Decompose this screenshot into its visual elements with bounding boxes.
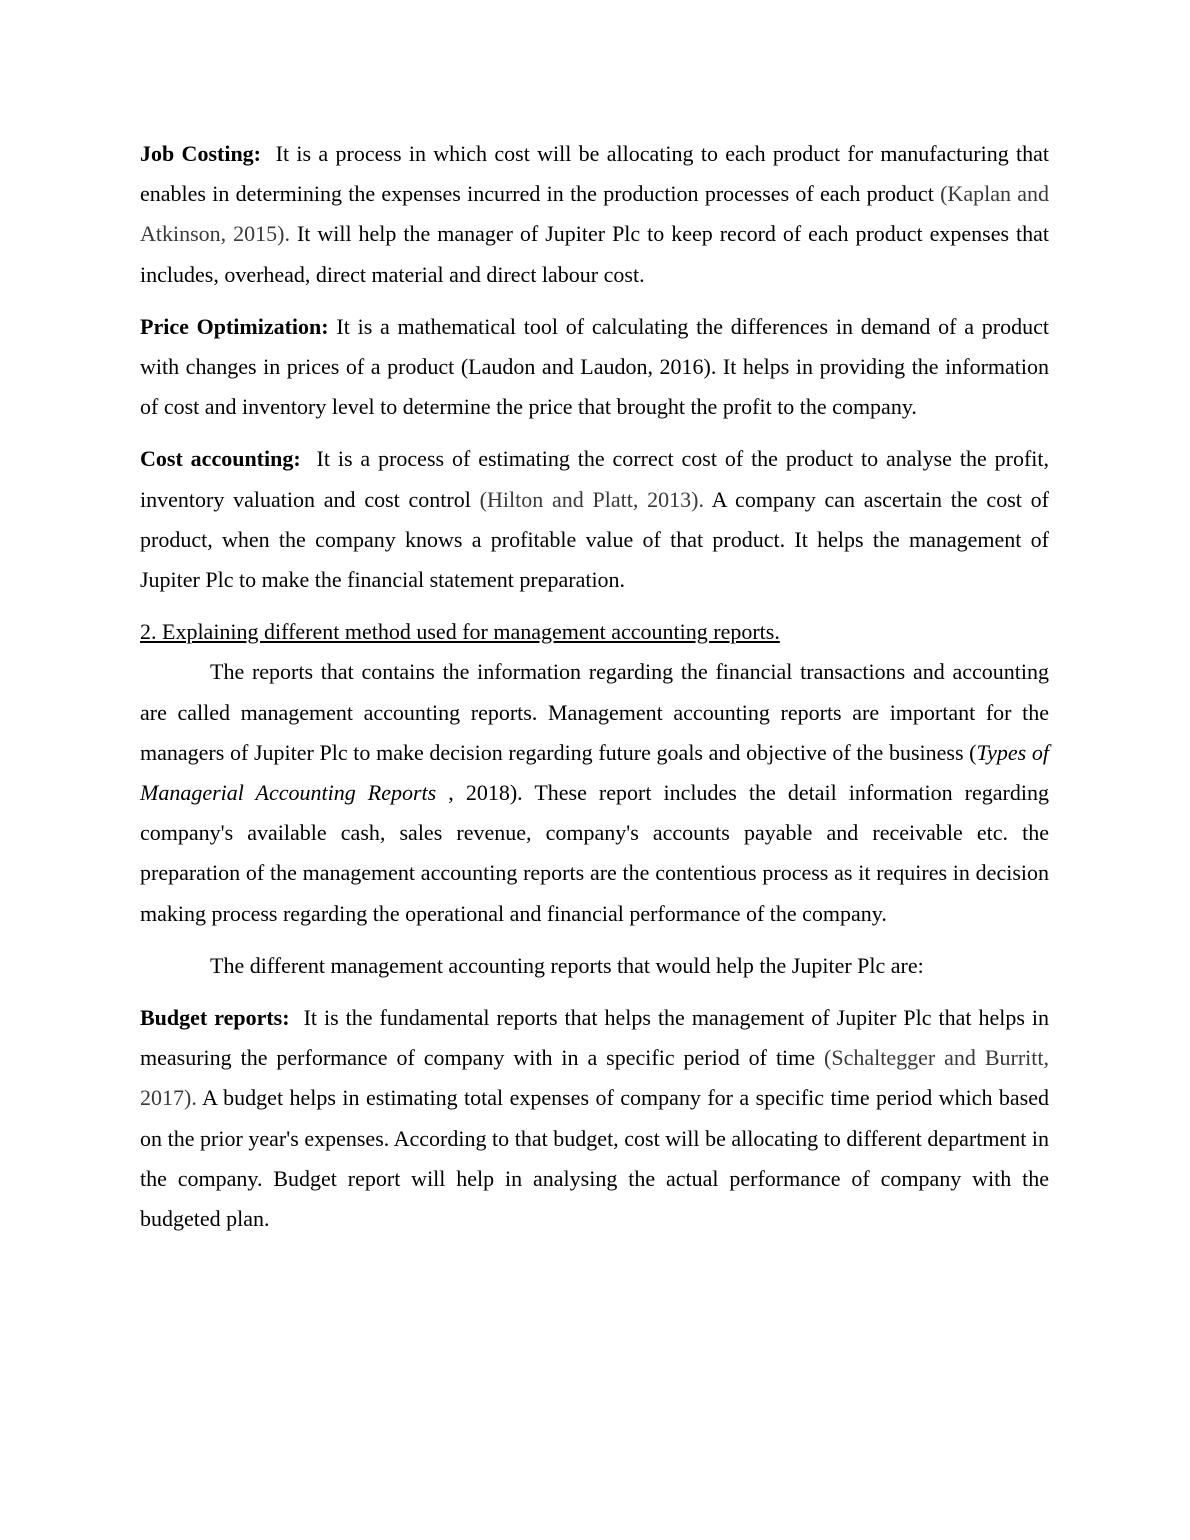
- job-costing-term: Job Costing:: [140, 141, 262, 166]
- section-heading: 2. Explaining different method used for management accounting reports.: [140, 619, 780, 645]
- price-optimization-paragraph: [140, 307, 1049, 428]
- cost-accounting-term: Cost accounting:: [140, 446, 301, 472]
- cost-accounting-paragraph: [140, 439, 1049, 600]
- job-costing-text-2: It will help the manager of Jupiter Plc to keep record of each product expenses that includes, overhead, direct material and direct labour cost.: [140, 221, 1049, 287]
- cost-accounting-citation: (Hilton and Platt, 2013).: [479, 486, 705, 512]
- budget-reports-term: Budget reports:: [140, 1005, 290, 1031]
- reports-intro-text-2: , 2018). These report includes the detail information regarding company's available cash, sales revenue, company's accounts payable and receivable etc. the preparation of the management accounting reports are the contentious process as it requires in decision making process regarding the operational and financial performance of the company.: [140, 780, 1049, 926]
- job-costing-paragraph: [140, 134, 1049, 295]
- job-costing-citation: (Kaplan and Atkinson, 2015).: [140, 181, 1050, 247]
- cost-accounting-text-1: It is a process of estimating the correct cost of the product to analyse the profit, inventory valuation and cost control: [140, 446, 1050, 512]
- budget-reports-citation: (Schaltegger and Burritt, 2017).: [140, 1045, 1050, 1111]
- reports-intro-paragraph: [140, 652, 1049, 933]
- price-optimization-term: Price Optimization:: [140, 313, 329, 339]
- price-optimization-text: It is a mathematical tool of calculating the differences in demand of a product with changes in prices of a product (Laudon and Laudon, 2016). It helps in providing the information of cost and inventory level to determine the price that brought the profit to the company.: [140, 313, 1049, 420]
- cost-accounting-text-2: A company can ascertain the cost of product, when the company knows a profitable value of that product. It helps the management of Jupiter Plc to make the financial statement preparation.: [140, 486, 1049, 593]
- budget-reports-text-2: A budget helps in estimating total expenses of company for a specific time period which based on the prior year's expenses. According to that budget, cost will be allocating to different department in the company. Budget report will help in analysing the actual performance of company with the budgeted plan.: [140, 1085, 1049, 1232]
- reports-intro-text-1: The reports that contains the information regarding the financial transactions and accounting are called management accounting reports. Management accounting reports are important for the managers of Jupiter Plc to make decision regarding future goals and objective of the business (: [140, 659, 1049, 765]
- job-costing-text-1: It is a process in which cost will be allocating to each product for manufacturing that enables in determining the expenses incurred in the production processes of each product: [140, 141, 1050, 207]
- budget-reports-text-1: It is the fundamental reports that helps the management of Jupiter Plc that helps in measuring the performance of company with in a specific period of time: [140, 1005, 1050, 1071]
- reports-list-intro: The different management accounting reports that would help the Jupiter Plc are:: [210, 952, 924, 978]
- reports-intro-italic-title: Types of Managerial Accounting Reports: [140, 739, 1049, 806]
- budget-reports-paragraph: [140, 998, 1049, 1239]
- document-page: [140, 134, 1049, 1251]
